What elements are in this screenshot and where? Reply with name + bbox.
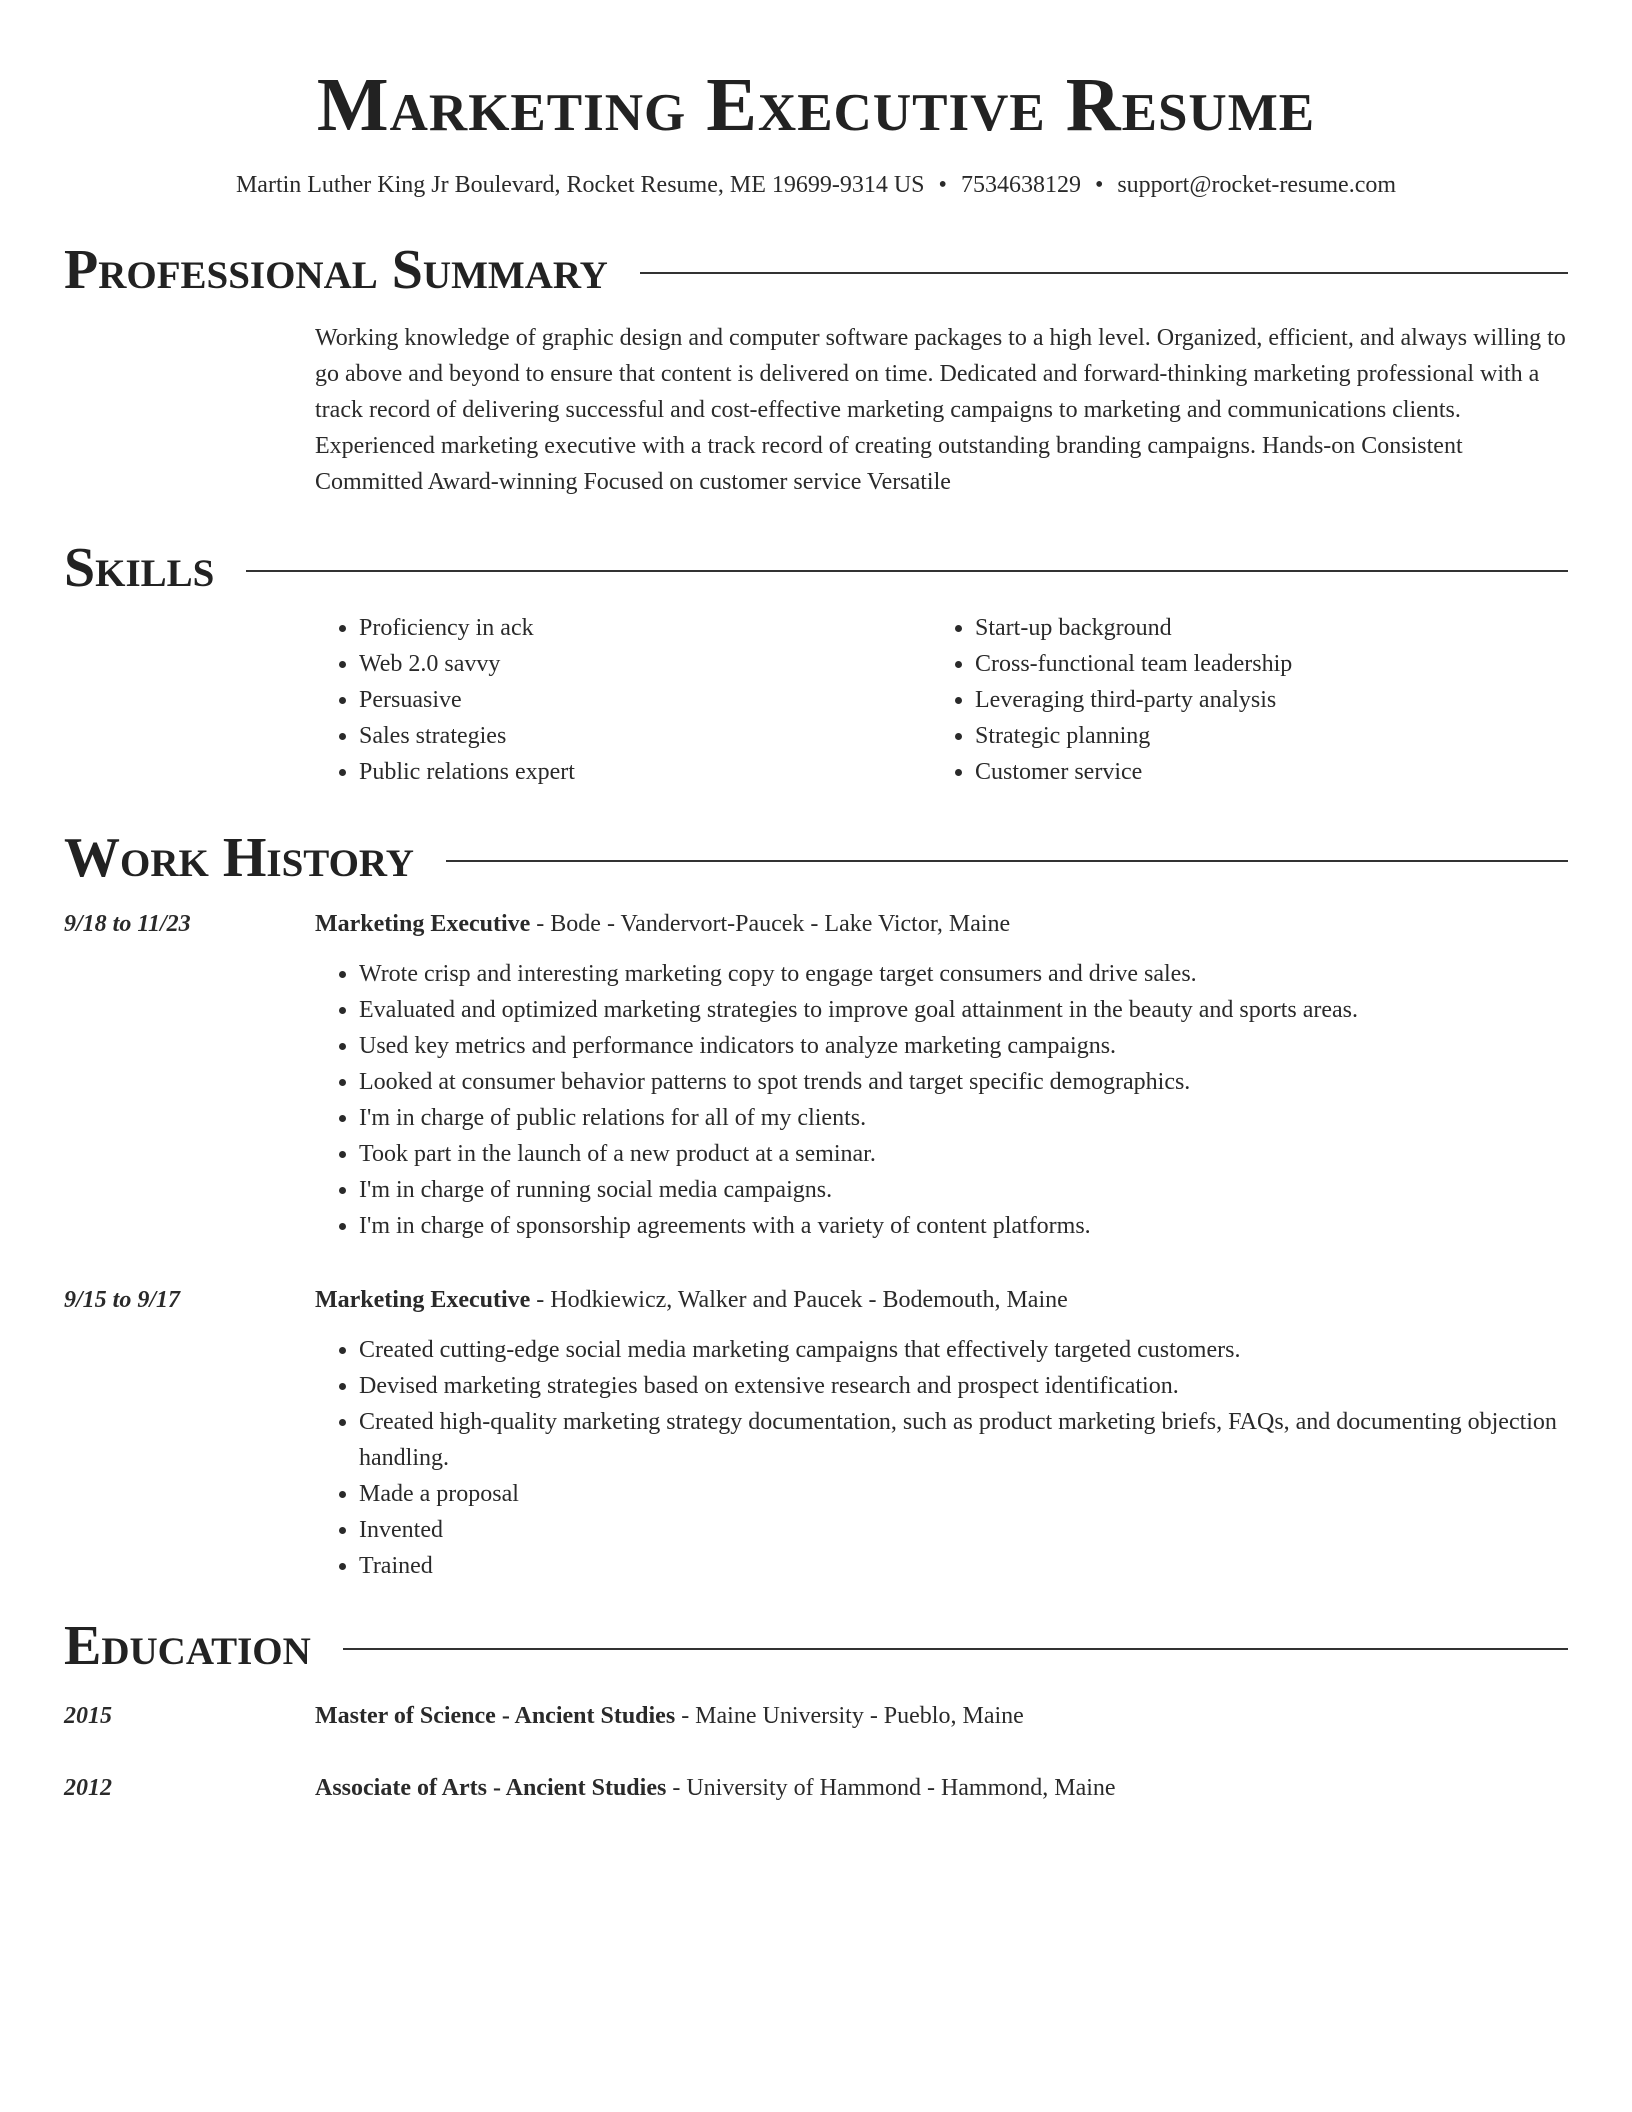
- contact-address: Martin Luther King Jr Boulevard, Rocket Resume, ME 19699-9314 US: [235, 172, 925, 198]
- skills-section-header: [64, 536, 1568, 600]
- job-bullet: • I'm in charge of running social media campaigns.: [359, 1172, 1568, 1208]
- summary-section-header: [64, 238, 1568, 302]
- skills-list-right: [931, 610, 1547, 790]
- skills-list-left: [315, 610, 931, 790]
- education-content: [315, 1698, 1568, 1734]
- job-entry: [64, 906, 1568, 1244]
- job-dates: 9/15 to 9/17: [64, 1287, 181, 1313]
- contact-email[interactable]: support@rocket-resume.com: [1117, 172, 1397, 198]
- skills-body: [315, 610, 1568, 790]
- education-section-header: [64, 1614, 1568, 1678]
- job-bullet: • Took part in the launch of a new product at a seminar.: [359, 1136, 1568, 1172]
- job-heading: [315, 1282, 1568, 1318]
- summary-text: Working knowledge of graphic design and computer software packages to a high level. Organized, efficient, and always willing to go above and beyond to ensure that content is delivered on time. Dedicated and forward-thinking marketing professional with a track record of delivering successful and cost-effective marketing campaigns to marketing and communications clients. Experienced marketing executive with a track record of creating outstanding branding campaigns. Hands-on Consistent Committed Award-winning Focused on customer service Versatile: [315, 325, 1566, 495]
- contact-line: [64, 168, 1568, 202]
- skills-grid: [315, 610, 1568, 790]
- job-bullet: • I'm in charge of public relations for all of my clients.: [359, 1100, 1568, 1136]
- contact-phone: 7534638129: [960, 172, 1081, 198]
- contact-separator: •: [938, 172, 947, 198]
- education-content: [315, 1770, 1568, 1806]
- job-bullet: • Used key metrics and performance indicators to analyze marketing campaigns.: [359, 1028, 1568, 1064]
- contact-separator: •: [1094, 172, 1104, 198]
- resume-title: Marketing Executive Resume: [316, 63, 1316, 147]
- job-bullets: [315, 956, 1568, 1244]
- job-details: - Bode - Vandervort-Paucek - Lake Victor, Maine: [530, 911, 1011, 937]
- job-bullet: • Created cutting-edge social media marketing campaigns that effectively targeted customers.: [359, 1332, 1568, 1368]
- summary-body: [315, 320, 1568, 500]
- section-divider: [446, 860, 1568, 862]
- section-divider: [640, 272, 1568, 274]
- skill-item: • Proficiency in ack: [359, 610, 931, 646]
- section-divider: [246, 570, 1568, 572]
- job-bullets: [315, 1332, 1568, 1584]
- job-bullet: • I'm in charge of sponsorship agreements with a variety of content platforms.: [359, 1208, 1568, 1244]
- job-details: - Hodkiewicz, Walker and Paucek - Bodemouth, Maine: [530, 1287, 1068, 1313]
- skill-item: • Persuasive: [359, 682, 931, 718]
- job-bullet: • Invented: [359, 1512, 1568, 1548]
- section-divider: [343, 1648, 1568, 1650]
- work-section-header: [64, 826, 1568, 890]
- education-degree: Master of Science - Ancient Studies: [315, 1703, 676, 1729]
- job-content: [315, 1282, 1568, 1584]
- education-year: 2015: [64, 1703, 112, 1729]
- education-details: - Maine University - Pueblo, Maine: [675, 1703, 1024, 1729]
- summary-heading: Professional Summary: [64, 239, 608, 301]
- work-heading: Work History: [64, 827, 414, 889]
- job-heading: [315, 906, 1568, 942]
- job-bullet: • Looked at consumer behavior patterns to spot trends and target specific demographics.: [359, 1064, 1568, 1100]
- skill-item: • Leveraging third-party analysis: [975, 682, 1547, 718]
- job-content: [315, 906, 1568, 1244]
- job-bullet: • Evaluated and optimized marketing strategies to improve goal attainment in the beauty and sports areas.: [359, 992, 1568, 1028]
- job-title: Marketing Executive: [315, 1287, 531, 1313]
- job-title: Marketing Executive: [315, 911, 531, 937]
- skills-heading: Skills: [64, 537, 215, 599]
- education-details: - University of Hammond - Hammond, Maine: [666, 1775, 1116, 1801]
- job-bullet: • Made a proposal: [359, 1476, 1568, 1512]
- skill-item: • Customer service: [975, 754, 1547, 790]
- education-year: 2012: [64, 1775, 112, 1801]
- job-bullet: • Trained: [359, 1548, 1568, 1584]
- education-list: [64, 1698, 1568, 1806]
- skill-item: • Public relations expert: [359, 754, 931, 790]
- skill-item: • Start-up background: [975, 610, 1547, 646]
- education-entry: [64, 1698, 1568, 1734]
- skill-item: • Sales strategies: [359, 718, 931, 754]
- skill-item: • Web 2.0 savvy: [359, 646, 931, 682]
- job-dates: 9/18 to 11/23: [64, 911, 191, 937]
- education-entry: [64, 1770, 1568, 1806]
- job-entry: [64, 1282, 1568, 1584]
- job-bullet: • Created high-quality marketing strategy documentation, such as product marketing briefs, FAQs, and documenting objection handling.: [359, 1404, 1568, 1476]
- skill-item: • Cross-functional team leadership: [975, 646, 1547, 682]
- job-bullet: • Devised marketing strategies based on extensive research and prospect identification.: [359, 1368, 1568, 1404]
- job-bullet: • Wrote crisp and interesting marketing copy to engage target consumers and drive sales.: [359, 956, 1568, 992]
- education-heading: Education: [64, 1615, 311, 1677]
- education-degree: Associate of Arts - Ancient Studies: [315, 1775, 667, 1801]
- skill-item: • Strategic planning: [975, 718, 1547, 754]
